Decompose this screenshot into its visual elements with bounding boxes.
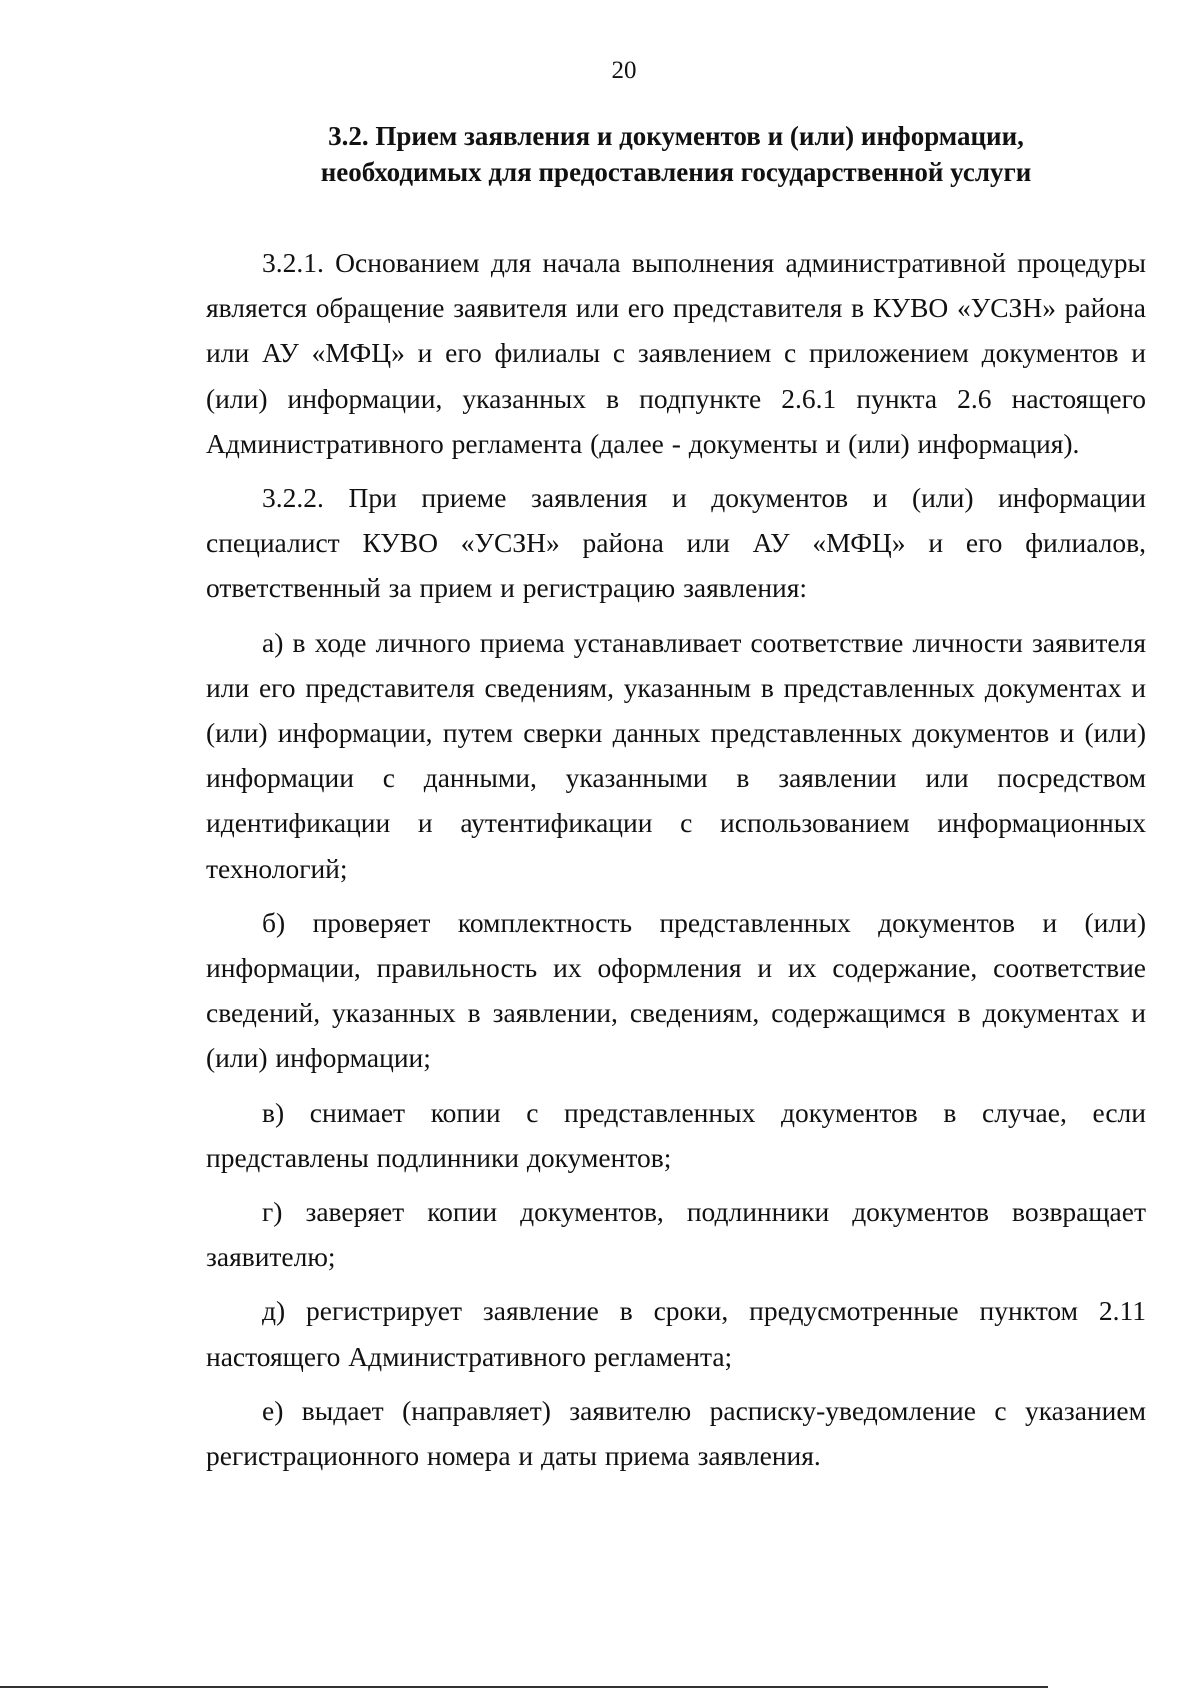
list-item-v: в) снимает копии с представленных документов в случае, если представлены подлинники документов;	[206, 1096, 1146, 1173]
document-body	[206, 240, 1146, 1487]
list-item-a: а) в ходе личного приема устанавливает соответствие личности заявителя или его представителя сведениям, указанным в представленных документах и (или) информации, путем сверки данных представленных документов и (или) информации с данными, указанными в заявлении или посредством идентификации и аутентификации с использованием информационных технологий;	[206, 626, 1146, 884]
section-title-line-2: необходимых для предоставления государственной услуги	[320, 157, 1032, 187]
list-item-e: е) выдает (направляет) заявителю расписку-уведомление с указанием регистрационного номера и даты приема заявления.	[206, 1394, 1146, 1472]
list-item-d: д) регистрирует заявление в сроки, предусмотренные пунктом 2.11 настоящего Административного регламента;	[206, 1295, 1146, 1372]
list-item-b: б) проверяет комплектность представленных документов и (или) информации, правильность их оформления и их содержание, соответствие сведений, указанных в заявлении, сведениям, содержащимся в документах и (или) информации;	[206, 906, 1146, 1074]
list-item-g: г) заверяет копии документов, подлинники документов возвращает заявителю;	[206, 1196, 1146, 1273]
page-number: 20	[611, 57, 637, 84]
section-title	[206, 118, 1146, 190]
paragraph-3-2-1: 3.2.1. Основанием для начала выполнения административной процедуры является обращение заявителя или его представителя в КУВО «УСЗН» района или АУ «МФЦ» и его филиалы с заявлением с приложением документов и (или) информации, указанных в подпункте 2.6.1 пункта 2.6 настоящего Административного регламента (далее - документы и (или) информация).	[206, 247, 1146, 459]
bottom-edge-rule	[0, 1686, 1048, 1688]
section-title-line-1: 3.2. Прием заявления и документов и (или) информации,	[328, 121, 1024, 151]
paragraph-3-2-2: 3.2.2. При приеме заявления и документов и (или) информации специалист КУВО «УСЗН» района или АУ «МФЦ» и его филиалов, ответственный за прием и регистрацию заявления:	[206, 482, 1146, 604]
